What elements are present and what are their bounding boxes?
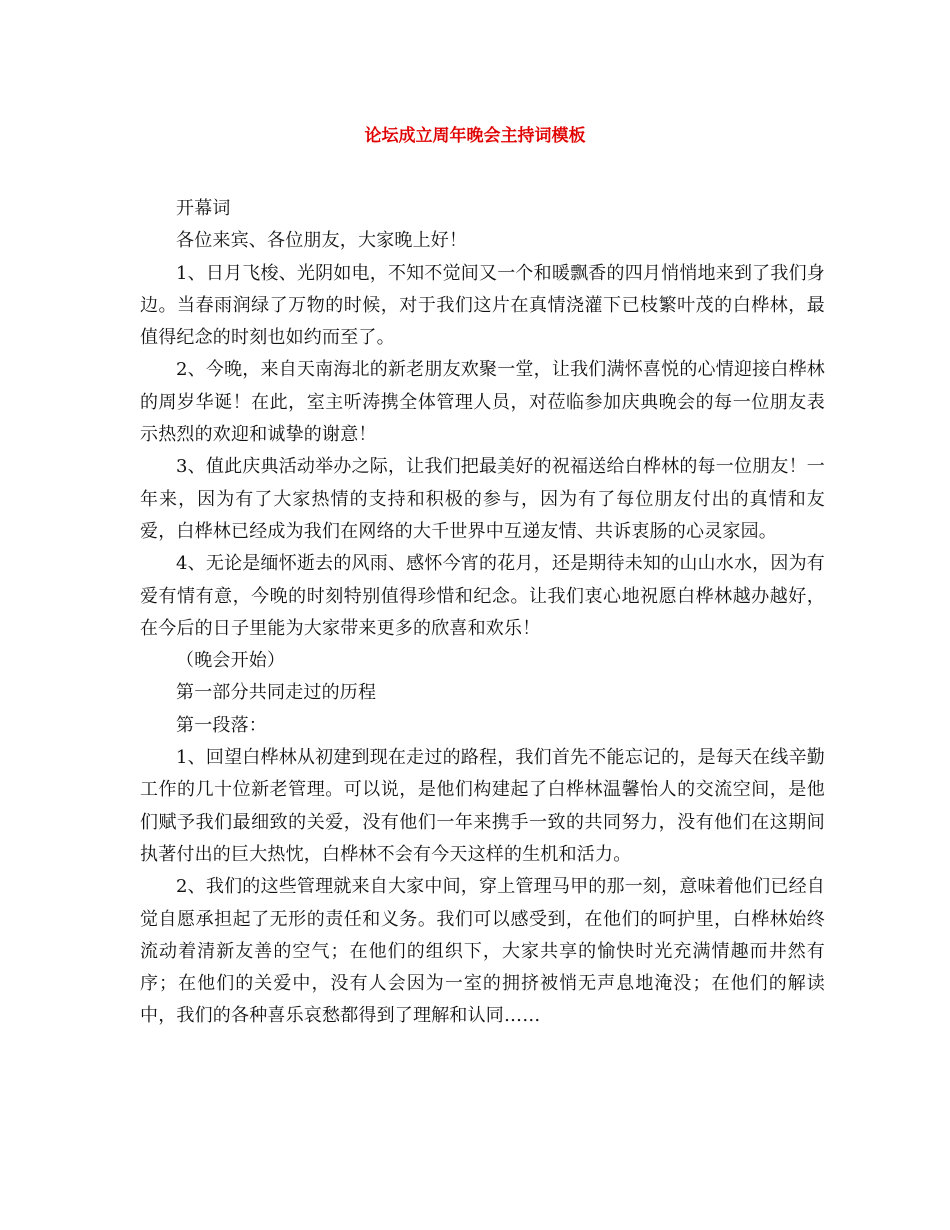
- document-title: 论坛成立周年晚会主持词模板: [364, 126, 586, 146]
- paragraph-section-one-2: 2、我们的这些管理就来自大家中间，穿上管理马甲的那一刻，意味着他们已经自觉自愿承担起了无形的责任和义务。我们可以感受到，在他们的呵护里，白桦林始终流动着清新友善的空气；在他们的组织下，大家共享的愉快时光充满情趣而井然有序；在他们的关爱中，没有人会因为一室的拥挤被悄无声息地淹没；在他们的解读中，我们的各种喜乐哀愁都得到了理解和认同……: [140, 876, 825, 1027]
- paragraph-section-one-1: 1、回望白桦林从初建到现在走过的路程，我们首先不能忘记的，是每天在线辛勤工作的几十位新老管理。可以说，是他们构建起了白桦林温馨怡人的交流空间，是他们赋予我们最细致的关爱，没有他们一年来携手一致的共同努力，没有他们在这期间执著付出的巨大热忱，白桦林不会有今天这样的生机和活力。: [140, 747, 825, 865]
- paragraph-opening-3: 3、值此庆典活动举办之际，让我们把最美好的祝福送给白桦林的每一位朋友！一年来，因为有了大家热情的支持和积极的参与，因为有了每位朋友付出的真情和友爱，白桦林已经成为我们在网络的大千世界中互递友情、共诉衷肠的心灵家园。: [140, 456, 825, 542]
- paragraph-opening-4: 4、无论是缅怀逝去的风雨、感怀今宵的花月，还是期待未知的山山水水，因为有爱有情有意，今晚的时刻特别值得珍惜和纪念。让我们衷心地祝愿白桦林越办越好，在今后的日子里能为大家带来更多的欣喜和欢乐！: [140, 553, 825, 639]
- paragraph-part-one-heading: 第一部分共同走过的历程: [176, 682, 377, 704]
- paragraph-greeting: 各位来宾、各位朋友，大家晚上好！: [176, 230, 468, 252]
- paragraph-opening-1: 1、日月飞梭、光阴如电，不知不觉间又一个和暖飘香的四月悄悄地来到了我们身边。当春雨润绿了万物的时候，对于我们这片在真情浇灌下已枝繁叶茂的白桦林，最值得纪念的时刻也如约而至了。: [140, 262, 825, 349]
- document-body: [140, 193, 825, 1033]
- paragraph-opening-2: 2、今晚，来自天南海北的新老朋友欢聚一堂，让我们满怀喜悦的心情迎接白桦林的周岁华诞！在此，室主听涛携全体管理人员，对莅临参加庆典晚会的每一位朋友表示热烈的欢迎和诚挚的谢意！: [140, 359, 825, 446]
- paragraph-section-one-heading: 第一段落：: [176, 714, 267, 736]
- paragraph-opening-heading: 开幕词: [176, 198, 231, 219]
- paragraph-gala-start: （晚会开始）: [176, 650, 286, 672]
